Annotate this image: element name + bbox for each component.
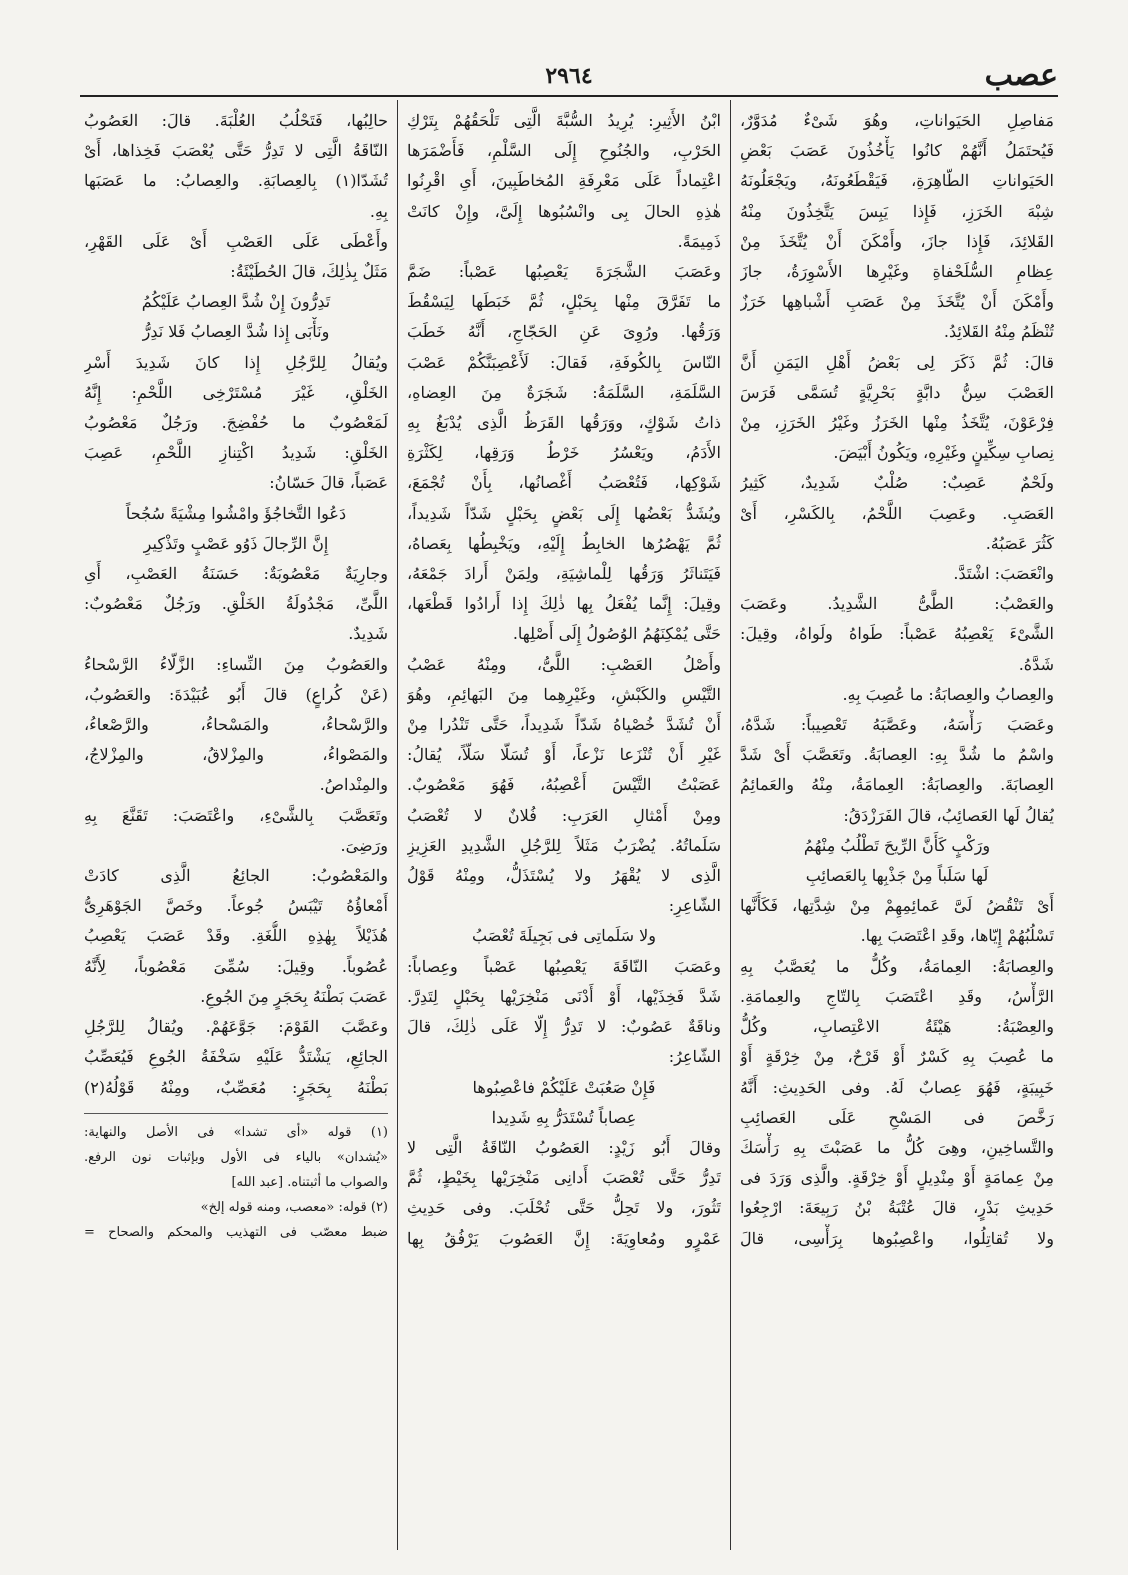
text-line: والمِنْداصُ. <box>319 775 388 795</box>
text-line: يُقالُ لَها العَصائِبُ، قالَ الفَرَزْدَقُ: <box>843 805 1054 825</box>
text-line: والعَصُوبُ مِنَ النِّساءِ: الزَّلّاءُ الرَّسْحاءُ <box>84 654 388 674</box>
text-line: النّاسَ بِالكُوفَةِ، فَقالَ: لَأَعْصِبَنَّكُمْ عَصْبَ <box>407 352 721 372</box>
text-line: مِنْ عِمامَةٍ أَوْ مِنْدِيلٍ أَوْ خِرْقَةٍ. والَّذِى وَرَدَ فى <box>740 1168 1054 1188</box>
text-line: الشّاعِرُ: <box>668 1047 721 1067</box>
text-line: الخَلْقِ: شَدِيدُ اكْتِنازِ اللَّحْمِ، عَصِبَ <box>84 443 388 463</box>
text-line: مَثَلٌ بِذٰلِكَ، قالَ الحُطَيْئَةُ: <box>230 262 388 282</box>
text-line: فَيُحتَمَلُ أَنَّهُمْ كانُوا يَأْخُذُونَ عَصَبَ بَعْضِ <box>740 141 1054 161</box>
text-line: حالِبُها، فَتَحْلُبُ العُلْبَةَ. قالَ: العَصُوبُ <box>84 111 388 130</box>
text-line: وعَصَبَ النّاقَةَ يَعْصِبُها عَصْباً وعِصاباً: <box>407 956 721 976</box>
footnote-line: (١) قوله «أى تشدا» فى الأصل والنهاية: <box>84 1124 388 1140</box>
text-line: فَيَتَناثَرُ وَرَقُها لِلْماشِيَةِ، ولِمَنْ أَرادَ جَمْعَهُ، <box>407 564 721 584</box>
text-line: الحَيَواناتِ الطّاهِرَةِ، فَيَقْطَعُونَهُ، ويَجْعَلُونَهُ <box>740 171 1054 191</box>
text-line: وأَعْطَى عَلَى العَصْبِ أَىْ عَلَى القَهْرِ، <box>84 231 388 251</box>
text-line: والعِصابَةُ: العِمامَةُ، وكُلُّ ما يُعَصَّبُ بِهِ <box>740 956 1054 976</box>
text-line: عِظامِ السُّلَحْفاةِ وغَيْرِها الأَسْوِرَةُ، جازَ <box>740 262 1054 282</box>
text-line: دَعُوا التَّخاجُؤَ وامْشُوا مِشْيَةً سُجُحاً <box>125 503 347 523</box>
text-line: إِنَّ الرِّجالَ ذَوُو عَصْبٍ وتَذْكِيرِ <box>143 533 329 553</box>
text-line: اللَّىِّ، مَجْدُولَةُ الخَلْقِ. ورَجُلٌ مَعْصُوبٌ: <box>84 594 388 614</box>
text-line: وأَمْكَنَ أَنْ يُتَّخَذَ مِنْ عَصَبِ أَشْباهِها خَرَزٌ <box>740 292 1054 312</box>
text-line: شَدِيدٌ. <box>348 624 388 644</box>
column-middle <box>403 100 725 1550</box>
text-line: تُشَدّا(١) بِالعِصابَةِ. والعِصابُ: ما عَصَبَها <box>84 171 388 191</box>
text-line: عَصَباً، قالَ حَسّانُ: <box>269 473 388 493</box>
text-line: فَإِنْ صَعُبَتْ عَلَيْكُمْ فاعْصِبُوها <box>472 1077 656 1097</box>
text-line: أَىْ تَنْقُضُ لَىَّ عَمائِمِهِمْ مِنْ شِدَّتِها، فَكَأَنَّها <box>740 896 1054 916</box>
text-line: لَمَعْصُوبٌ ما حُفْضِجَ. ورَجُلٌ مَعْصُوبُ <box>84 413 388 433</box>
text-line: تَثُورَ، ولا تَحِلُّ حَتَّى تُحْلَبَ. وفى حَدِيثِ <box>407 1198 721 1218</box>
text-line: فِرْعَوْنَ، يُتَّخَذُ مِنْها الخَرَزُ وغَيْرُ الخَرَزِ، مِنْ <box>740 413 1054 433</box>
text-line: وَرَقُها. ورُوِىَ عَنِ الحَجّاجِ، أَنَّهُ خَطَبَ <box>407 322 721 342</box>
text-line: النّاقَةُ الَّتِى لا تَدِرُّ حَتَّى يُعْصَبَ فَخِذاها، أَىْ <box>84 141 388 161</box>
text-line: وتَعَصَّبَ بِالشَّىْءِ، واعْتَصَبَ: تَقَنَّعَ بِهِ <box>84 805 388 825</box>
text-line: أَنْ تُشَدَّ خُصْياهُ شَدّاً شَدِيداً، حَتَّى تَنْدُرا مِنْ <box>407 715 721 735</box>
text-line: اعْتِماداً عَلَى مَعْرِفَةِ المُخاطَبِينَ، أَىِ اقْرِنُوا <box>407 171 721 191</box>
text-line: شَوْكِها، فَتُعْصَبُ أَغْصانُها، بِأَنْ تُجْمَعَ، <box>407 473 721 493</box>
text-line: ابْنُ الأَثِيرِ: يُرِيدُ السُّبَّةَ الَّتِى تَلْحَقُهُمْ بِتَرْكِ <box>407 111 721 130</box>
column-divider <box>730 100 731 1550</box>
text-line: شِبْهَ الخَرَزِ، فَإِذا يَبِسَ يَتَّخِذُونَ مِنْهُ <box>740 201 1054 221</box>
text-line: تَدِرُّونَ إِنْ شُدَّ العِصابُ عَلَيْكُمُ <box>141 292 331 312</box>
text-line: هٰذِهِ الحالَ بِى وانْسُبُوها إِلَىَّ، وإِنْ كانَتْ <box>407 201 721 221</box>
text-line: العَصَبِ. وعَصِبَ اللَّحْمُ، بِالكَسْرِ، أَىْ <box>740 503 1054 523</box>
text-line: ورَضِىَ. <box>340 835 388 855</box>
text-line: ما تَفَرَّقَ مِنْها بِحَبْلٍ، ثُمَّ خَبَطَها لِيَسْقُطَ <box>407 292 721 312</box>
text-line: بَطْنَهُ بِحَجَرٍ: مُعَصِّبٌ، ومِنْهُ قَوْلُهُ(٢) <box>84 1077 388 1097</box>
text-line: عَمْرٍو ومُعاوِيَةَ: إِنَّ العَصُوبَ يَرْفُقُ بِها <box>407 1228 721 1248</box>
footnote-line: «يُشدان» بالياء فى الأول وبإثبات نون الرفع. <box>84 1149 388 1165</box>
text-line: خَبِيبَةٍ، فَهُوَ عِصابٌ لَهُ. وفى الحَدِيثِ: أَنَّهُ <box>740 1077 1054 1097</box>
text-line: وانْعَصَبَ: اشْتَدَّ. <box>953 564 1054 584</box>
text-line: ذَمِيمَةً. <box>677 231 721 251</box>
text-line: العِصابَةَ. والعِصابَةُ: العِمامَةُ، مِنْهُ والعَمائِمُ <box>740 775 1054 795</box>
text-line: بِهِ. <box>369 201 388 221</box>
text-line: وعَصَبَ الشَّجَرَةَ يَعْصِبُها عَصْباً: ضَمَّ <box>407 262 721 282</box>
column-left <box>80 100 392 1550</box>
text-line: عَصَبْتُ التَّيْسَ أَعْصِبُهُ، فَهُوَ مَعْصُوبٌ. <box>407 775 721 795</box>
text-line: لَها سَلَباً مِنْ جَذْبِها بِالعَصائِبِ <box>805 866 989 886</box>
text-line: والعِصابُ والعِصابَةُ: ما عُصِبَ بِهِ. <box>842 684 1054 704</box>
footnote-line: ضبط معصّب فى التهذيب والمحكم والصحاح = <box>84 1224 388 1240</box>
text-line: سَلَماتُهُ. يُضْرَبُ مَثَلاً لِلرَّجُلِ الشَّدِيدِ العَزِيزِ <box>407 835 721 855</box>
text-line: ثُمَّ يَهْصُرُها الخابِطُ إِلَيْهِ، ويَخْبِطُها بِعَصاهُ، <box>407 533 721 553</box>
column-right <box>736 100 1058 1550</box>
text-line: تُنْظَمُ مِنْهُ القَلائِدُ. <box>943 322 1054 342</box>
text-line: شَدَّهُ. <box>1018 654 1054 674</box>
text-line: ونَأْبَى إِذا شُدَّ العِصابُ فَلا نَدِرُّ <box>142 322 330 342</box>
text-line: عَصَبَ بَطْنَهُ بِحَجَرٍ مِنَ الجُوعِ. <box>200 986 388 1006</box>
text-line: ما عُصِبَ بِهِ كَسْرٌ أَوْ قَرْحٌ، مِنْ خِرْقَةٍ أَوْ <box>740 1047 1054 1067</box>
column-divider <box>397 100 398 1550</box>
text-line: السَّلَمَةِ، السَّلَمَةُ: شَجَرَةٌ مِنَ العِضاهِ، <box>407 382 721 402</box>
text-line: ذاتُ شَوْكٍ، ووَرَقُها القَرَظُ الَّذِى يُدْبَغُ بِهِ <box>407 413 721 433</box>
text-line: كَثُرَ عَصَبُهُ. <box>985 533 1054 553</box>
text-line: الحَرْبِ، والجُنُوحِ إِلَى السَّلْمِ، فَأَضْمَرَها <box>407 141 721 161</box>
text-line: ويُشَدُّ بَعْضُها إِلَى بَعْضٍ بِحَبْلٍ شَدّاً شَدِيداً، <box>407 503 721 523</box>
text-line: والمَعْصُوبُ: الجائِعُ الَّذِى كادَتْ <box>84 866 388 886</box>
text-line: العَصْبَ سِنُّ دابَّةٍ بَحْرِيَّةٍ تُسَمَّى فَرَسَ <box>740 382 1054 402</box>
root-word-heading: عصب <box>984 58 1058 93</box>
page-number: ٢٩٦٤ <box>545 63 593 89</box>
text-line: عُصُوباً. وقِيلَ: سُمِّىَ مَعْصُوباً، لِأَنَّهُ <box>84 956 388 976</box>
footnote-line: والصواب ما أثبتناه. [عبد الله] <box>231 1174 388 1190</box>
text-line: وعَصَّبَ القَوْمَ: جَوَّعَهُمْ. ويُقالُ لِلرَّجُلِ <box>84 1017 388 1037</box>
text-line: الرَّأْسُ، وقَدِ اعْتَصَبَ بِالتّاجِ والعِمامَةِ. <box>740 986 1054 1006</box>
header-rule <box>80 95 1058 97</box>
text-line: رَخَّصَ فى المَسْحِ عَلَى العَصائِبِ <box>740 1107 1054 1127</box>
text-line: وأَصْلُ العَصْبِ: اللَّىُّ، ومِنْهُ عَصْبُ <box>407 654 721 674</box>
text-line: ورَكْبٍ كَأَنَّ الرِّيحَ تَطْلُبُ مِنْهُمُ <box>803 835 991 855</box>
text-line: الشَّىْءَ يَعْصِبُهُ عَصْباً: طَواهُ ولَواهُ، وقِيلَ: <box>740 624 1054 644</box>
text-line: وقالَ أَبُو زَيْدٍ: العَصُوبُ النّاقَةُ الَّتِى لا <box>407 1137 721 1157</box>
text-line: (عَنْ كُراعٍ) قالَ أَبُو عُبَيْدَةَ: والعَصُوبُ، <box>84 684 388 704</box>
text-line: وعَصَبَ رَأْسَهُ، وعَصَّبَهُ تَعْصِيباً: شَدَّهُ، <box>740 715 1054 735</box>
text-line: نِصابِ سِكِّينٍ وغَيْرِهِ، ويَكُونُ أَبْيَضَ. <box>833 443 1054 463</box>
text-line: شَدَّ فَخِذَيْها، أَوْ أَدْنَى مَنْخِرَيْها بِحَبْلٍ لِتَدِرَّ. <box>407 986 721 1006</box>
text-line: وجارِيَةٌ مَعْصُوبَةٌ: حَسَنَةُ العَصْبِ، أَىِ <box>84 564 388 584</box>
text-line: واسْمُ ما شُدَّ بِهِ: العِصابَةُ. وتَعَصَّبَ أَىْ شَدَّ <box>740 745 1054 765</box>
text-line: والتَّساخِينِ، وهِىَ كُلُّ ما عَصَبْتَ بِهِ رَأْسَكَ <box>740 1137 1054 1157</box>
text-line: ومِنْ أَمْثالِ العَرَبِ: فُلانٌ لا تُعْصَبُ <box>407 805 721 825</box>
page-header <box>80 58 1058 94</box>
text-line: تَسْلُبُهُمْ إِيّاها، وقَدِ اعْتَصَبَ بِها. <box>860 926 1054 946</box>
text-line: قالَ: ثُمَّ ذَكَرَ لِى بَعْضُ أَهْلِ اليَمَنِ أَنَّ <box>740 352 1054 372</box>
text-line: هُذَيْلاً بِهٰذِهِ اللُّغَةِ. وقَدْ عَصَبَ يَعْصِبُ <box>84 926 388 946</box>
text-line: ولا تُقاتِلُوا، واعْصِبُوها بِرَأْسِى، قالَ <box>740 1228 1054 1248</box>
text-line: ولَحْمٌ عَصِبٌ: صُلْبٌ شَدِيدٌ، كَثِيرُ <box>740 473 1054 493</box>
text-line: غَيْرِ أَنْ تُنْزَعا نَزْعاً، أَوْ تُسَلّا سَلّاً، يُقالُ: <box>407 745 721 765</box>
text-line: تَدِرُّ حَتَّى تُعْصَبَ أَدانِى مَنْخِرَيْها بِخَيْطٍ، ثُمَّ <box>407 1168 721 1188</box>
text-columns <box>80 100 1058 1550</box>
text-line: عِصاباً تُسْتَدَرُّ بِهِ شَدِيدا <box>491 1107 637 1127</box>
text-line: الأَدَمُ، ويَعْسُرُ خَرْطُ وَرَقِها، لِكَثْرَةِ <box>407 443 721 463</box>
text-line: والمَصْواءُ، والمِزْلاقُ، والمِزْلاجُ، <box>84 745 388 765</box>
text-line: أَمْعاؤُهُ تَيْبَسُ جُوعاً. وخَصَّ الجَوْهَرِىُّ <box>84 896 388 916</box>
text-line: حَتَّى يُمْكِنَهُمُ الوُصُولُ إِلَى أَصْلِها. <box>512 624 721 644</box>
text-line: والعَصْبُ: الطَّىُّ الشَّدِيدُ. وعَصَبَ <box>740 594 1054 614</box>
text-line: وقِيلَ: إِنَّما يُفْعَلُ بِها ذٰلِكَ إِذا أَرادُوا قَطْعَها، <box>407 594 721 614</box>
text-line: الشّاعِرِ: <box>668 896 721 916</box>
text-line: الخَلْقِ، غَيْرَ مُسْتَرْخِى اللَّحْمِ: إِنَّهُ <box>84 382 388 402</box>
text-line: وناقَةٌ عَصُوبٌ: لا تَدِرُّ إِلّا عَلَى ذٰلِكَ، قالَ <box>407 1017 721 1037</box>
text-line: الَّذِى لا يُقْهَرُ ولا يُسْتَذَلُّ، ومِنْهُ قَوْلُ <box>407 866 721 886</box>
text-line: القَلائِدَ، فَإِذا جازَ، وأَمْكَنَ أَنْ يُتَّخَذَ مِنْ <box>740 231 1054 251</box>
footnote-line: (٢) قوله: «معصب، ومنه قوله إلخ» <box>200 1199 388 1215</box>
text-line: الجائِعِ، يَشْتَدُّ عَلَيْهِ سَخْفَةُ الجُوعِ فَيُعَصِّبُ <box>84 1047 388 1067</box>
text-line: ولا سَلَماتِى فى بَجِيلَةَ تُعْصَبُ <box>471 926 657 946</box>
text-line: والعِصْبَةُ: هَيْئَةُ الاعْتِصابِ، وكُلُّ <box>740 1017 1054 1037</box>
footnotes <box>84 1113 388 1245</box>
text-line: والرَّسْحاءُ، والمَسْحاءُ، والرَّصْعاءُ، <box>84 715 388 735</box>
text-line: حَدِيثِ بَدْرٍ، قالَ عُتْبَةُ بْنُ رَبِيعَةَ: ارْجِعُوا <box>740 1198 1054 1218</box>
text-line: التَّيْسِ والكَبْشِ، وغَيْرِهِما مِنَ البَهائِمِ، وهُوَ <box>407 684 721 704</box>
text-line: ويُقالُ لِلرَّجُلِ إِذا كانَ شَدِيدَ أَسْرِ <box>84 352 388 372</box>
text-line: مَفاصِلِ الحَيَواناتِ، وهُوَ شَىْءٌ مُدَوَّرٌ، <box>740 111 1054 130</box>
